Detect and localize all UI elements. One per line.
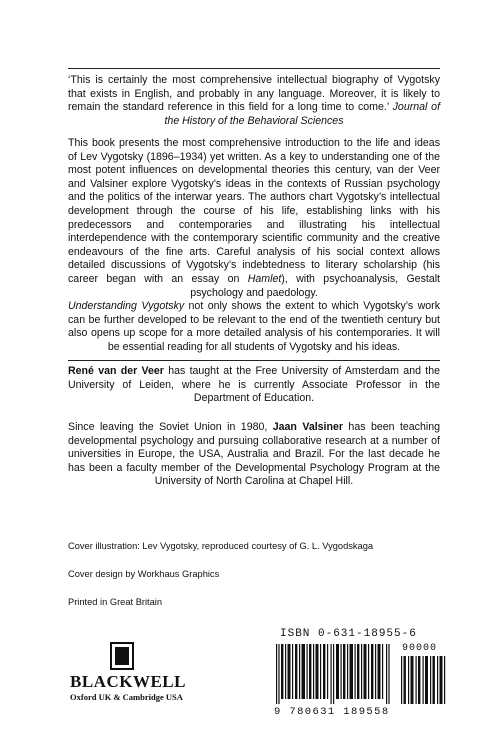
publisher-name: BLACKWELL	[70, 672, 186, 691]
price-addon-label: 90000	[402, 643, 438, 654]
author-bio-1: René van der Veer has taught at the Free University of Amsterdam and the University of Leiden, where he is currently Associate Professor in the Department of Education.	[68, 365, 440, 405]
ean-barcode-icon	[274, 644, 394, 704]
book-title: Understanding Vygotsky	[68, 300, 185, 312]
publisher-locations: Oxford UK & Cambridge USA	[70, 692, 183, 702]
description-paragraph-1: This book presents the most comprehensive introduction to the life and ideas of Lev Vygotsky (1896–1934) yet written. As a key to understanding one of the most potent influences on developmental theories this century, van der Veer and Valsiner explore Vygotsky’s ideas in the contexts of Russian psychology and the politics of the interwar years. The authors chart Vygotsky’s intellectual development through the course of his life, establishing links with his predecessors and contemporaries and illustrating his intellectual interdependence with the contemporary scientific community and the creative endeavours of the fine arts. Careful analysis of his social context allows detailed discussions of Vygotsky’s indebtedness to literary scholarship (his career began with an essay on Hamlet), with psychoanalysis, Gestalt psychology and paedology.	[68, 137, 441, 299]
ean-digits: 9 780631 189558	[274, 706, 390, 718]
printed-in: Printed in Great Britain	[68, 597, 163, 607]
quote-source: Journal of the History of the Behavioral Sciences	[164, 101, 441, 127]
cover-illustration-credit: Cover illustration: Lev Vygotsky, reproduced courtesy of G. L. Vygodskaga	[68, 541, 374, 551]
isbn-label: ISBN 0-631-18955-6	[280, 628, 417, 640]
hamlet-title: Hamlet	[247, 272, 282, 285]
blackwell-emblem-icon	[110, 642, 134, 670]
top-rule	[68, 68, 440, 69]
middle-rule	[68, 360, 440, 361]
cover-design-credit: Cover design by Workhaus Graphics	[68, 569, 220, 579]
author-name-1: René van der Veer	[68, 365, 164, 377]
author-name-2: Jaan Valsiner	[272, 421, 343, 433]
publisher-logo	[70, 642, 190, 712]
review-quote	[68, 74, 440, 128]
author-bio-2: Since leaving the Soviet Union in 1980, Jaan Valsiner has been teaching developmental psychology and pursuing collaborative research at a number of universities in Europe, the USA, Australia and Brazil. For the last decade he has been a faculty member of the Developmental Psychology Program at the University of North Carolina at Chapel Hill.	[68, 421, 441, 488]
addon-barcode-icon	[400, 656, 446, 704]
description-paragraph-2: Understanding Vygotsky not only shows the extent to which Vygotsky’s work can be further developed to be relevant to the end of the twentieth century but also opens up scope for a more detailed analysis of his contemporaries. It will be essential reading for all students of Vygotsky and his ideas.	[68, 300, 440, 353]
quote-text: ‘This is certainly the most comprehensive intellectual biography of Vygotsky that exists in English, and probably in any language. Moreover, it is likely to remain the standard reference in this field for a long time to come.’	[68, 74, 440, 114]
